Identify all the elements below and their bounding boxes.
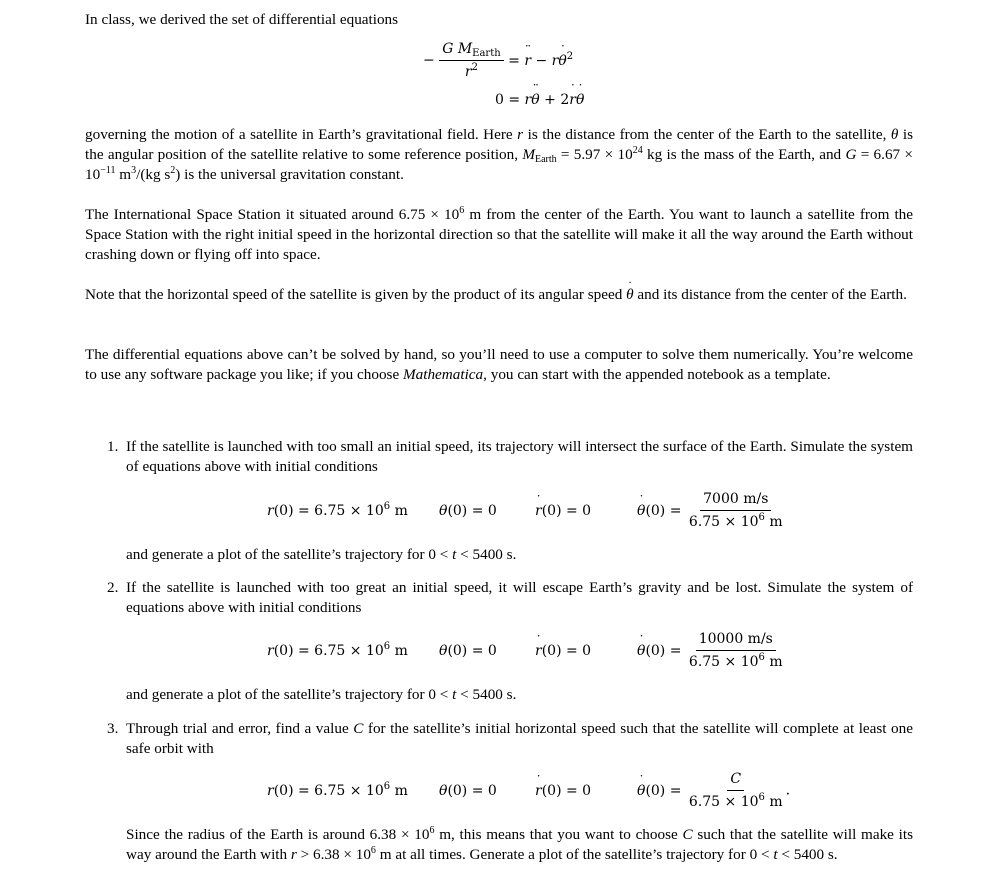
problem-text: If the satellite is launched with too great an initial speed, it will escape Earth’s gravity and be lost. Simulate the system of equations above with initial conditions: [126, 579, 913, 616]
gravity-fraction: $\frac{G M_{Earth}}{r^2}$: [439, 40, 503, 81]
governing-paragraph: governing the motion of a satellite in Earth’s gravitational field. Here r is the distance from the center of the Earth to the satellite, θ is the angular position of the satellite relative to some reference position, $M_{Earth} = 5.97 \times 10^{24}$ kg is the mass of the Earth, and $G = 6.67 \times 10^{-11}$ $m^3/(kg$ $s^2$) is the universal gravitation constant.: [85, 126, 914, 183]
equation-2: 0 = rθ ¨ + 2r ˙θ ˙: [495, 90, 584, 110]
thetadot-fraction: $\frac{10000 m/s}{6.75 \times 10^6 m}$: [688, 631, 783, 670]
thetadot-fraction: $\frac{7000 m/s}{6.75 \times 10^6 m}$: [688, 491, 783, 530]
iss-paragraph: The International Space Station it situated around $6.75 \times 10^6$ m from the center of the Earth. You want to launch a satellite from the Space Station with the right initial speed in the horizontal direction so that the satellite will make it all the way around the Earth without crashing down or flying off into space.: [85, 205, 913, 263]
problem-2-followup: and generate a plot of the satellite’s trajectory for 0 < t < 5400 s.: [126, 686, 517, 703]
problem-text: If the satellite is launched with too small an initial speed, its trajectory will intersect the surface of the Earth. Simulate the system of equations above with initial conditions: [126, 438, 913, 475]
problem-1-followup: and generate a plot of the satellite’s trajectory for 0 < t < 5400 s.: [126, 546, 517, 563]
intro-text: In class, we derived the set of differential equations: [85, 11, 399, 28]
thetadot-fraction: $\frac{C}{6.75 \times 10^6 m}$: [688, 771, 783, 810]
problem-number: 3.: [107, 720, 119, 737]
problem-number: 1.: [107, 438, 119, 455]
problem-3: [107, 719, 913, 759]
problem-number: 2.: [107, 579, 119, 596]
mathematica-name: Mathematica: [403, 366, 484, 383]
problem-3-followup: Since the radius of the Earth is around $6.38 \times 10^6$ m, this means that you want to choose C such that the satellite will make its way around the Earth with $r > 6.38 \times 10^6$ m at all times. Generate a plot of the satellite’s trajectory for 0 < t < 5400 s.: [126, 825, 913, 863]
software-paragraph: The differential equations above can’t be solved by hand, so you’ll need to use a computer to solve them numerically. You’re welcome to use any software package you like; if you choose Mathematica, you can start with the appended notebook as a template.: [85, 346, 913, 383]
differential-equations: [423, 40, 683, 112]
equation-1: − $\frac{G M_{Earth}}{r^2}$ = r ¨ − rθ ˙$^2$: [423, 40, 573, 81]
problem-1: [107, 437, 913, 477]
problem-2: [107, 578, 913, 618]
note-paragraph: Note that the horizontal speed of the satellite is given by the product of its angular speed θ ˙ and its distance from the center of the Earth.: [85, 285, 913, 305]
problem-text: Through trial and error, find a value C for the satellite’s initial horizontal speed such that the satellite will complete at least one safe orbit with: [126, 720, 913, 757]
